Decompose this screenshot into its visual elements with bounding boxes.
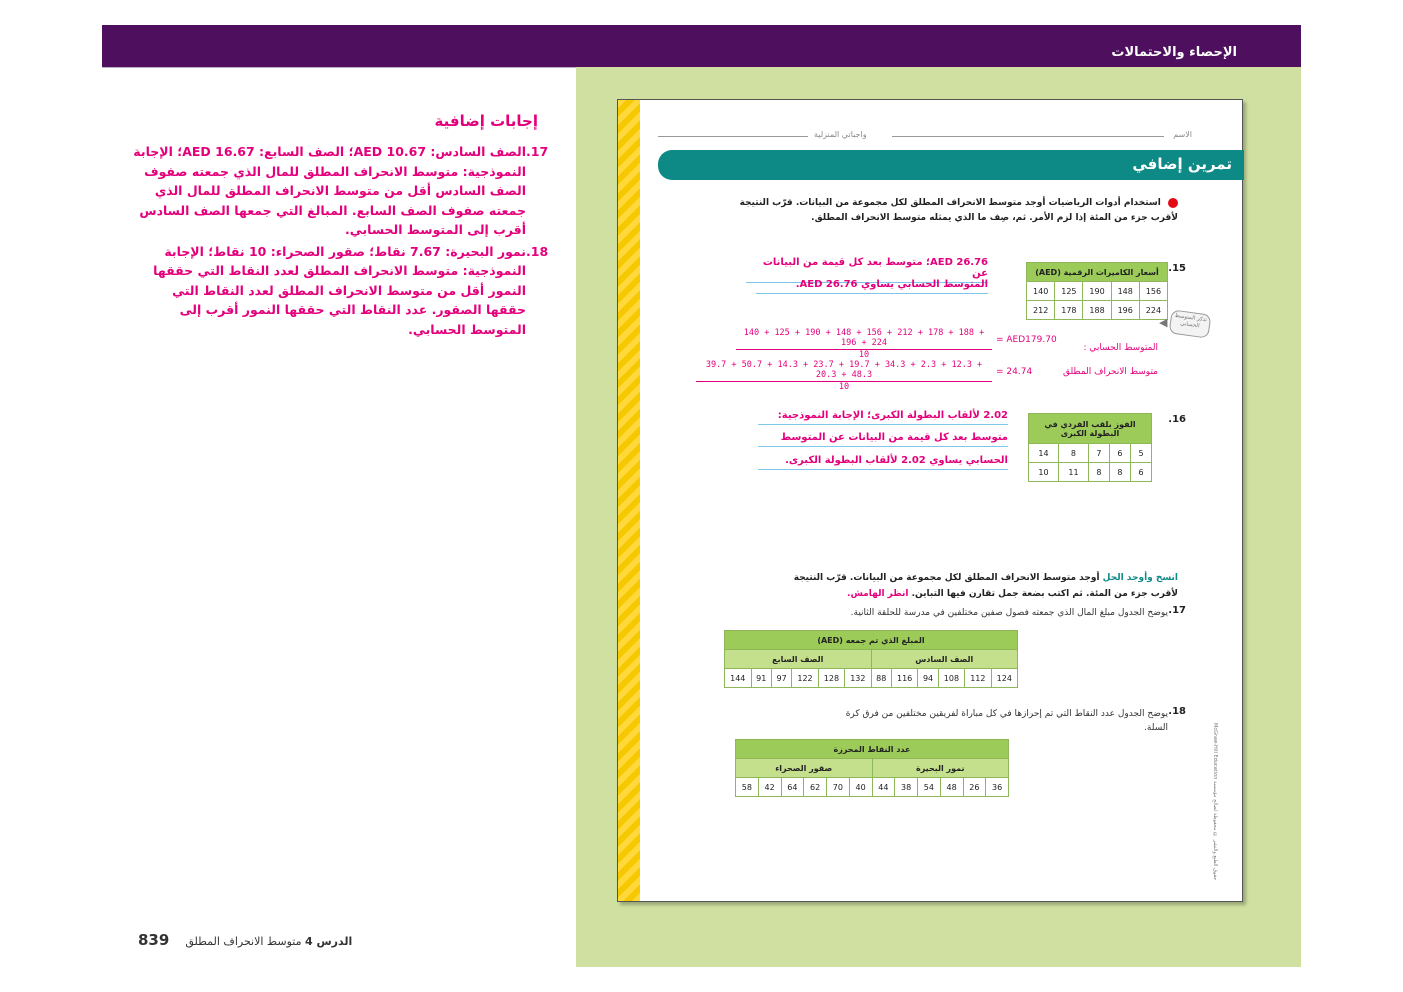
q15-answer-line-2: المتوسط الحسابي يساوي AED 26.76. (756, 279, 988, 294)
mad-numerator: 39.7 + 50.7 + 14.3 + 23.7 + 19.7 + 34.3 + 2.3 + 12.3 + 20.3 + 48.3 (696, 360, 992, 382)
homework-label: واجباتي المنزلية (814, 130, 867, 139)
table-cell: 91 (751, 669, 771, 688)
homework-rule (658, 136, 808, 137)
table-cell: 88 (871, 669, 891, 688)
table-cell: 26 (963, 778, 986, 797)
table-cell: 212 (1027, 301, 1055, 320)
table-cell: 224 (1139, 301, 1167, 320)
table-cell: 94 (918, 669, 938, 688)
page-number: 839 (138, 931, 170, 949)
table-cell: 108 (938, 669, 964, 688)
arrow-left-icon: ◀ (1159, 316, 1168, 329)
money-collected-table (724, 630, 1018, 688)
worksheet-title: تمرين إضافي (1132, 155, 1232, 173)
q17-text: يوضح الجدول مبلغ المال الذي جمعته فصول صفين مختلفين في مدرسة للحلقة الثانية. (850, 608, 1168, 618)
table-cell: 178 (1055, 301, 1083, 320)
table-cell: 122 (792, 669, 818, 688)
top-banner (102, 25, 1301, 67)
table-cell: 190 (1083, 282, 1111, 301)
points-scored-table (735, 739, 1009, 797)
q15-answer-line-1: AED 26.76؛ متوسط بعد كل قيمة من البيانات عن (746, 257, 988, 283)
table-cell: 70 (827, 778, 850, 797)
mean-result: = AED179.70 (996, 335, 1057, 345)
table-cell: 8 (1109, 463, 1130, 482)
mean-label: المتوسط الحسابي : (1083, 343, 1158, 353)
mad-denominator: 10 (838, 382, 850, 392)
table-row (1029, 444, 1152, 463)
table-row (1027, 282, 1168, 301)
group-header-sixth: الصف السادس (871, 650, 1017, 669)
table-cell: 42 (758, 778, 781, 797)
footer-lesson (185, 935, 352, 948)
table-cell: 8 (1088, 463, 1109, 482)
table-cell: 97 (771, 669, 791, 688)
table-row (1027, 301, 1168, 320)
table-header: عدد النقاط المحرزة (736, 740, 1009, 759)
reminder-sticker: تذكر المتوسط الحسابي (1169, 309, 1212, 338)
table-cell: 128 (818, 669, 844, 688)
lesson-title: متوسط الانحراف المطلق (185, 935, 302, 948)
question-16-number: 16. (1168, 414, 1186, 425)
name-rule (892, 136, 1164, 137)
table-cell: 14 (1029, 444, 1059, 463)
tournament-titles-table (1028, 413, 1152, 482)
table-cell: 11 (1059, 463, 1089, 482)
table-cell: 5 (1130, 444, 1151, 463)
table-cell: 188 (1083, 301, 1111, 320)
table-cell: 156 (1139, 282, 1167, 301)
q16-answer-line-1: 2.02 لألقاب البطولة الكبرى؛ الإجابة النموذجية: (758, 410, 1008, 425)
see-margin: انظر الهامش. (847, 589, 909, 599)
yellow-strip (618, 100, 640, 901)
answer-text: الصف السادس: AED 10.67؛ الصف السابع: AED 16.67؛ الإجابة النموذجية: متوسط الانحراف المطلق للمال الذي جمعته صفوف الصف السادس أقل من متوسط الانحراف المطلق للمال الذي جمعته صفوف الصف السابع. المبالغ التي جمعها الصف السادس أقرب إلى المتوسط الحسابي. (133, 144, 526, 237)
table-cell: 140 (1027, 282, 1055, 301)
instructions (728, 196, 1178, 226)
instruction-bold: استخدام أدوات الرياضيات (1048, 198, 1161, 208)
table-cell: 132 (845, 669, 871, 688)
worksheet-page (617, 99, 1243, 902)
table-cell: 125 (1055, 282, 1083, 301)
table-cell: 58 (736, 778, 759, 797)
camera-prices-table (1026, 262, 1168, 320)
table-cell: 62 (804, 778, 827, 797)
copy-and-solve-instructions (768, 570, 1178, 602)
page-footer (138, 931, 352, 949)
mad-result: = 24.74 (996, 367, 1033, 377)
answers-title: إجابات إضافية (434, 112, 538, 130)
answer-17 (130, 142, 550, 240)
question-15-number: 15. (1168, 263, 1186, 274)
mean-fraction (736, 328, 992, 360)
table-cell: 36 (986, 778, 1009, 797)
table-cell: 144 (725, 669, 752, 688)
table-row (736, 778, 1009, 797)
title-bar (658, 150, 1244, 180)
copyright-credit: حقوق الطبع والنشر © محفوظة لصالح مؤسسة McGraw-Hill Education (1212, 722, 1218, 880)
answer-text: نمور البحيرة: 7.67 نقاط؛ صقور الصحراء: 10 نقاط؛ الإجابة النموذجية: متوسط الانحراف المطلق لعدد النقاط التي حققها النمور أقل من متوسط الانحراف المطلق لعدد النقاط التي حققها الصقور. عدد النقاط التي حققها النمور أقرب إلى المتوسط الحسابي. (153, 243, 526, 337)
table-row (1029, 463, 1152, 482)
table-cell: 112 (965, 669, 991, 688)
table-cell: 10 (1029, 463, 1059, 482)
table-header: الفوز بلقب الفردي في البطولة الكبرى (1029, 414, 1152, 444)
q16-answer-line-2: متوسط بعد كل قيمة من البيانات عن المتوسط (758, 432, 1008, 447)
group-header-seventh: الصف السابع (725, 650, 872, 669)
answer-number: 17. (526, 144, 549, 159)
lesson-number: الدرس 4 (304, 935, 353, 948)
table-cell: 196 (1111, 301, 1139, 320)
q18-text: يوضح الجدول عدد النقاط التي تم إحرازها في كل مباراة لفريقين مختلفين من فرق كرة السلة. (845, 709, 1168, 733)
table-cell: 8 (1059, 444, 1089, 463)
question-18-number: 18. (1168, 706, 1186, 717)
banner-divider (102, 67, 576, 68)
q16-answer-line-3: الحسابي يساوي 2.02 لألقاب البطولة الكبرى. (758, 455, 1008, 470)
table-cell: 124 (991, 669, 1017, 688)
table-cell: 44 (872, 778, 895, 797)
math-tools-icon (1168, 198, 1178, 208)
table-header: أسعار الكاميرات الرقمية (AED) (1027, 263, 1168, 282)
answer-18 (130, 242, 550, 340)
table-cell: 48 (940, 778, 963, 797)
mad-label: متوسط الانحراف المطلق (1062, 367, 1158, 377)
table-cell: 6 (1109, 444, 1130, 463)
table-header: المبلغ الذي تم جمعه (AED) (725, 631, 1018, 650)
table-cell: 116 (891, 669, 917, 688)
copy-and-solve-label: انسخ وأوجد الحل (1102, 573, 1178, 583)
mean-denominator: 10 (858, 350, 870, 360)
table-row (725, 669, 1018, 688)
table-cell: 54 (918, 778, 941, 797)
table-cell: 6 (1130, 463, 1151, 482)
table-cell: 148 (1111, 282, 1139, 301)
mean-numerator: 140 + 125 + 190 + 148 + 156 + 212 + 178 + 188 + 196 + 224 (736, 328, 992, 350)
name-label: الاسم (1173, 130, 1192, 139)
table-cell: 40 (849, 778, 872, 797)
table-cell: 7 (1088, 444, 1109, 463)
mad-fraction (696, 360, 992, 392)
instruction-text: أوجد متوسط الانحراف المطلق لكل مجموعة من البيانات. قرّب النتيجة لأقرب جزء من المئة إذا لزم الأمر. ثم، صِف ما الذي يمثله متوسط الانحراف المطلق. (739, 198, 1178, 223)
group-header-lake-tigers: نمور البحيرة (872, 759, 1009, 778)
group-header-desert-falcons: صقور الصحراء (736, 759, 873, 778)
section-text: أوجد متوسط الانحراف المطلق لكل مجموعة من البيانات. قرّب النتيجة لأقرب جزء من المئة. ثم اكتب بضعة جمل تقارن فيها التباين. (793, 573, 1178, 599)
chapter-title: الإحصاء والاحتمالات (1111, 45, 1237, 60)
answer-number: 18. (526, 243, 549, 259)
table-cell: 64 (781, 778, 804, 797)
question-17-number: 17. (1168, 605, 1186, 616)
additional-answers (130, 112, 550, 341)
table-cell: 38 (895, 778, 918, 797)
